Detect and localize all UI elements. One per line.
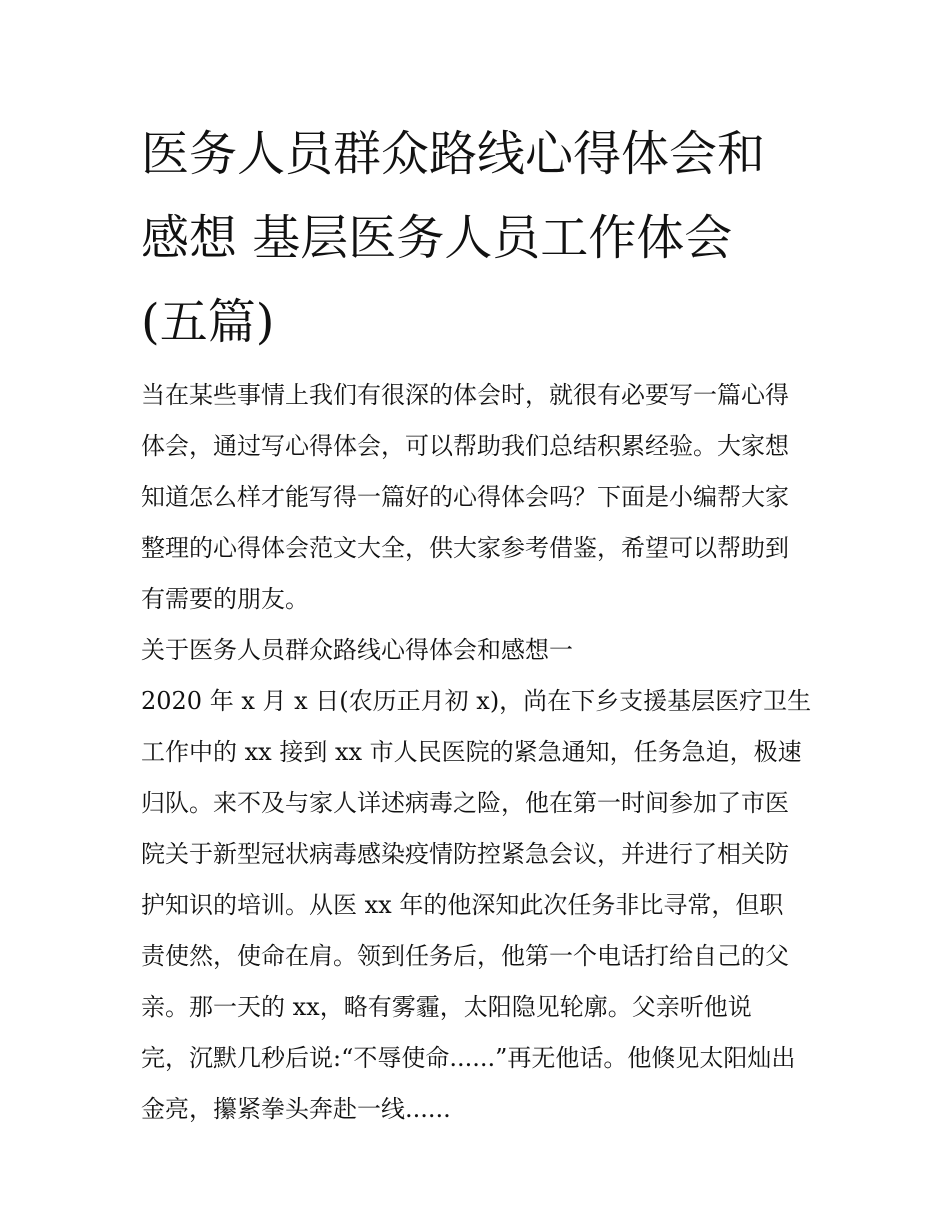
body-line-6: 责使然，使命在肩。领到任务后，他第一个电话打给自己的父 xyxy=(141,942,789,970)
title-line-1: 医务人员群众路线心得体会和 xyxy=(141,126,766,182)
intro-line-2: 体会，通过写心得体会，可以帮助我们总结积累经验。大家想 xyxy=(141,432,789,460)
body-line-4: 院关于新型冠状病毒感染疫情防控紧急会议，并进行了相关防 xyxy=(141,840,789,868)
document-title xyxy=(141,112,813,364)
title-line-2: 感想 基层医务人员工作体会 xyxy=(141,210,733,266)
body-line-9: 金亮，攥紧拳头奔赴一线...... xyxy=(141,1095,451,1123)
section-heading: 关于医务人员群众路线心得体会和感想一 xyxy=(141,636,573,664)
document-content xyxy=(141,112,813,1135)
title-line-3: (五篇) xyxy=(141,294,275,350)
intro-line-1: 当在某些事情上我们有很深的体会时，就很有必要写一篇心得 xyxy=(141,381,789,409)
intro-line-5: 有需要的朋友。 xyxy=(141,585,309,613)
body-line-8: 完，沉默几秒后说:“不辱使命......”再无他话。他倏见太阳灿出 xyxy=(141,1044,796,1072)
body-line-2: 工作中的 xx 接到 xx 市人民医院的紧急通知，任务急迫，极速 xyxy=(141,738,802,766)
body-line-7: 亲。那一天的 xx，略有雾霾，太阳隐见轮廓。父亲听他说 xyxy=(141,993,752,1021)
body-line-5: 护知识的培训。从医 xx 年的他深知此次任务非比寻常，但职 xyxy=(141,891,784,919)
body-line-3: 归队。来不及与家人详述病毒之险，他在第一时间参加了市医 xyxy=(141,789,789,817)
intro-paragraph xyxy=(141,370,813,625)
intro-line-3: 知道怎么样才能写得一篇好的心得体会吗？下面是小编帮大家 xyxy=(141,483,789,511)
intro-line-4: 整理的心得体会范文大全，供大家参考借鉴，希望可以帮助到 xyxy=(141,534,789,562)
body-line-1: 2020 年 x 月 x 日(农历正月初 x)，尚在下乡支援基层医疗卫生 xyxy=(141,687,812,715)
body-paragraph xyxy=(141,676,813,1135)
